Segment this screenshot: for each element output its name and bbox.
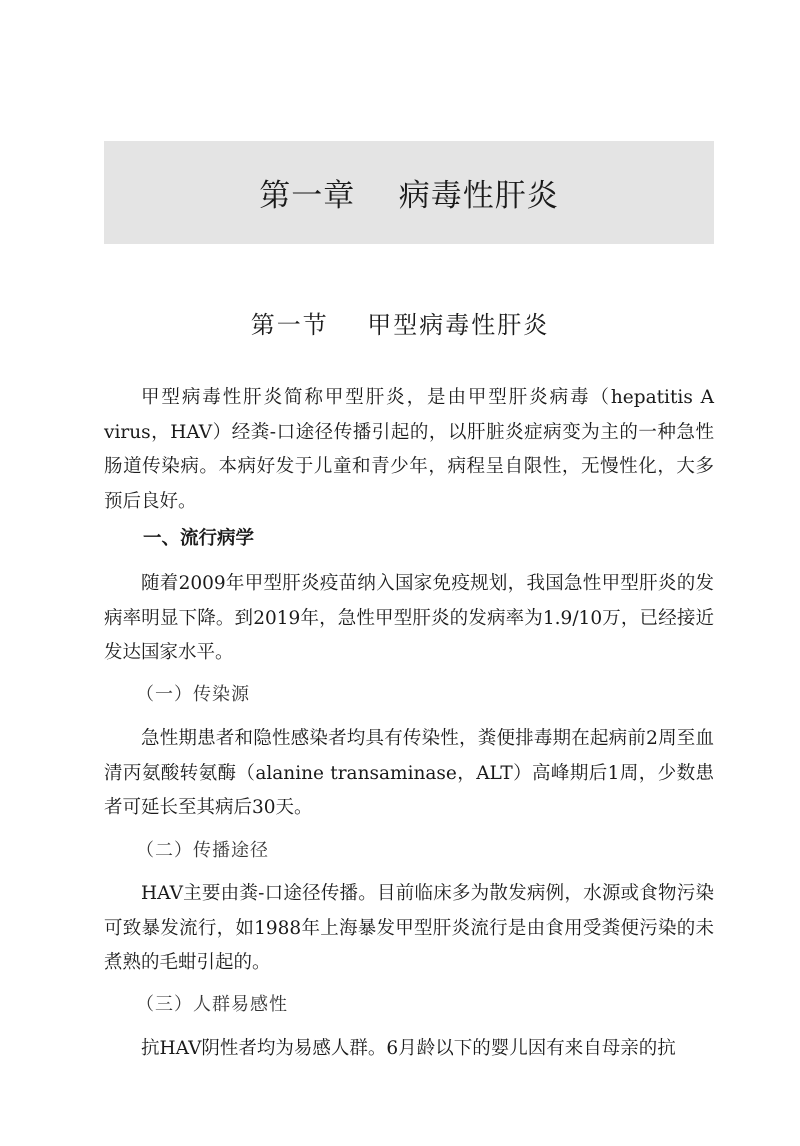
susceptibility-heading: （三）人群易感性 [136, 994, 288, 1015]
epidemiology-heading: 一、流行病学 [143, 528, 255, 549]
epidemiology-paragraph: 随着2009年甲型肝炎疫苗纳入国家免疫规划，我国急性甲型肝炎的发病率明显下降。到2019年，急性甲型肝炎的发病率为1.9/10万，已经接近发达国家水平。 [104, 573, 714, 663]
transmission-route-heading: （二）传播途径 [136, 840, 269, 861]
chapter-header-band [104, 141, 714, 244]
infection-source-paragraph: 急性期患者和隐性感染者均具有传染性，粪便排毒期在起病前2周至血清丙氨酸转氨酶（alanine transaminase，ALT）高峰期后1周，少数患者可延长至其病后30天。 [104, 728, 714, 818]
susceptibility-paragraph: 抗HAV阴性者均为易感人群。6月龄以下的婴儿因有来自母亲的抗 [141, 1038, 676, 1059]
intro-paragraph: 甲型病毒性肝炎简称甲型肝炎，是由甲型肝炎病毒（hepatitis A virus，HAV）经粪-口途径传播引起的，以肝脏炎症病变为主的一种急性肠道传染病。本病好发于儿童和青少年，病程呈自限性，无慢性化，大多预后良好。 [104, 387, 714, 512]
section-title: 第一节 甲型病毒性肝炎 [250, 311, 550, 339]
chapter-title: 第一章 病毒性肝炎 [259, 178, 559, 214]
transmission-route-paragraph: HAV主要由粪-口途径传播。目前临床多为散发病例，水源或食物污染可致暴发流行，如1988年上海暴发甲型肝炎流行是由食用受粪便污染的未煮熟的毛蚶引起的。 [104, 883, 714, 973]
infection-source-heading: （一）传染源 [136, 684, 250, 705]
